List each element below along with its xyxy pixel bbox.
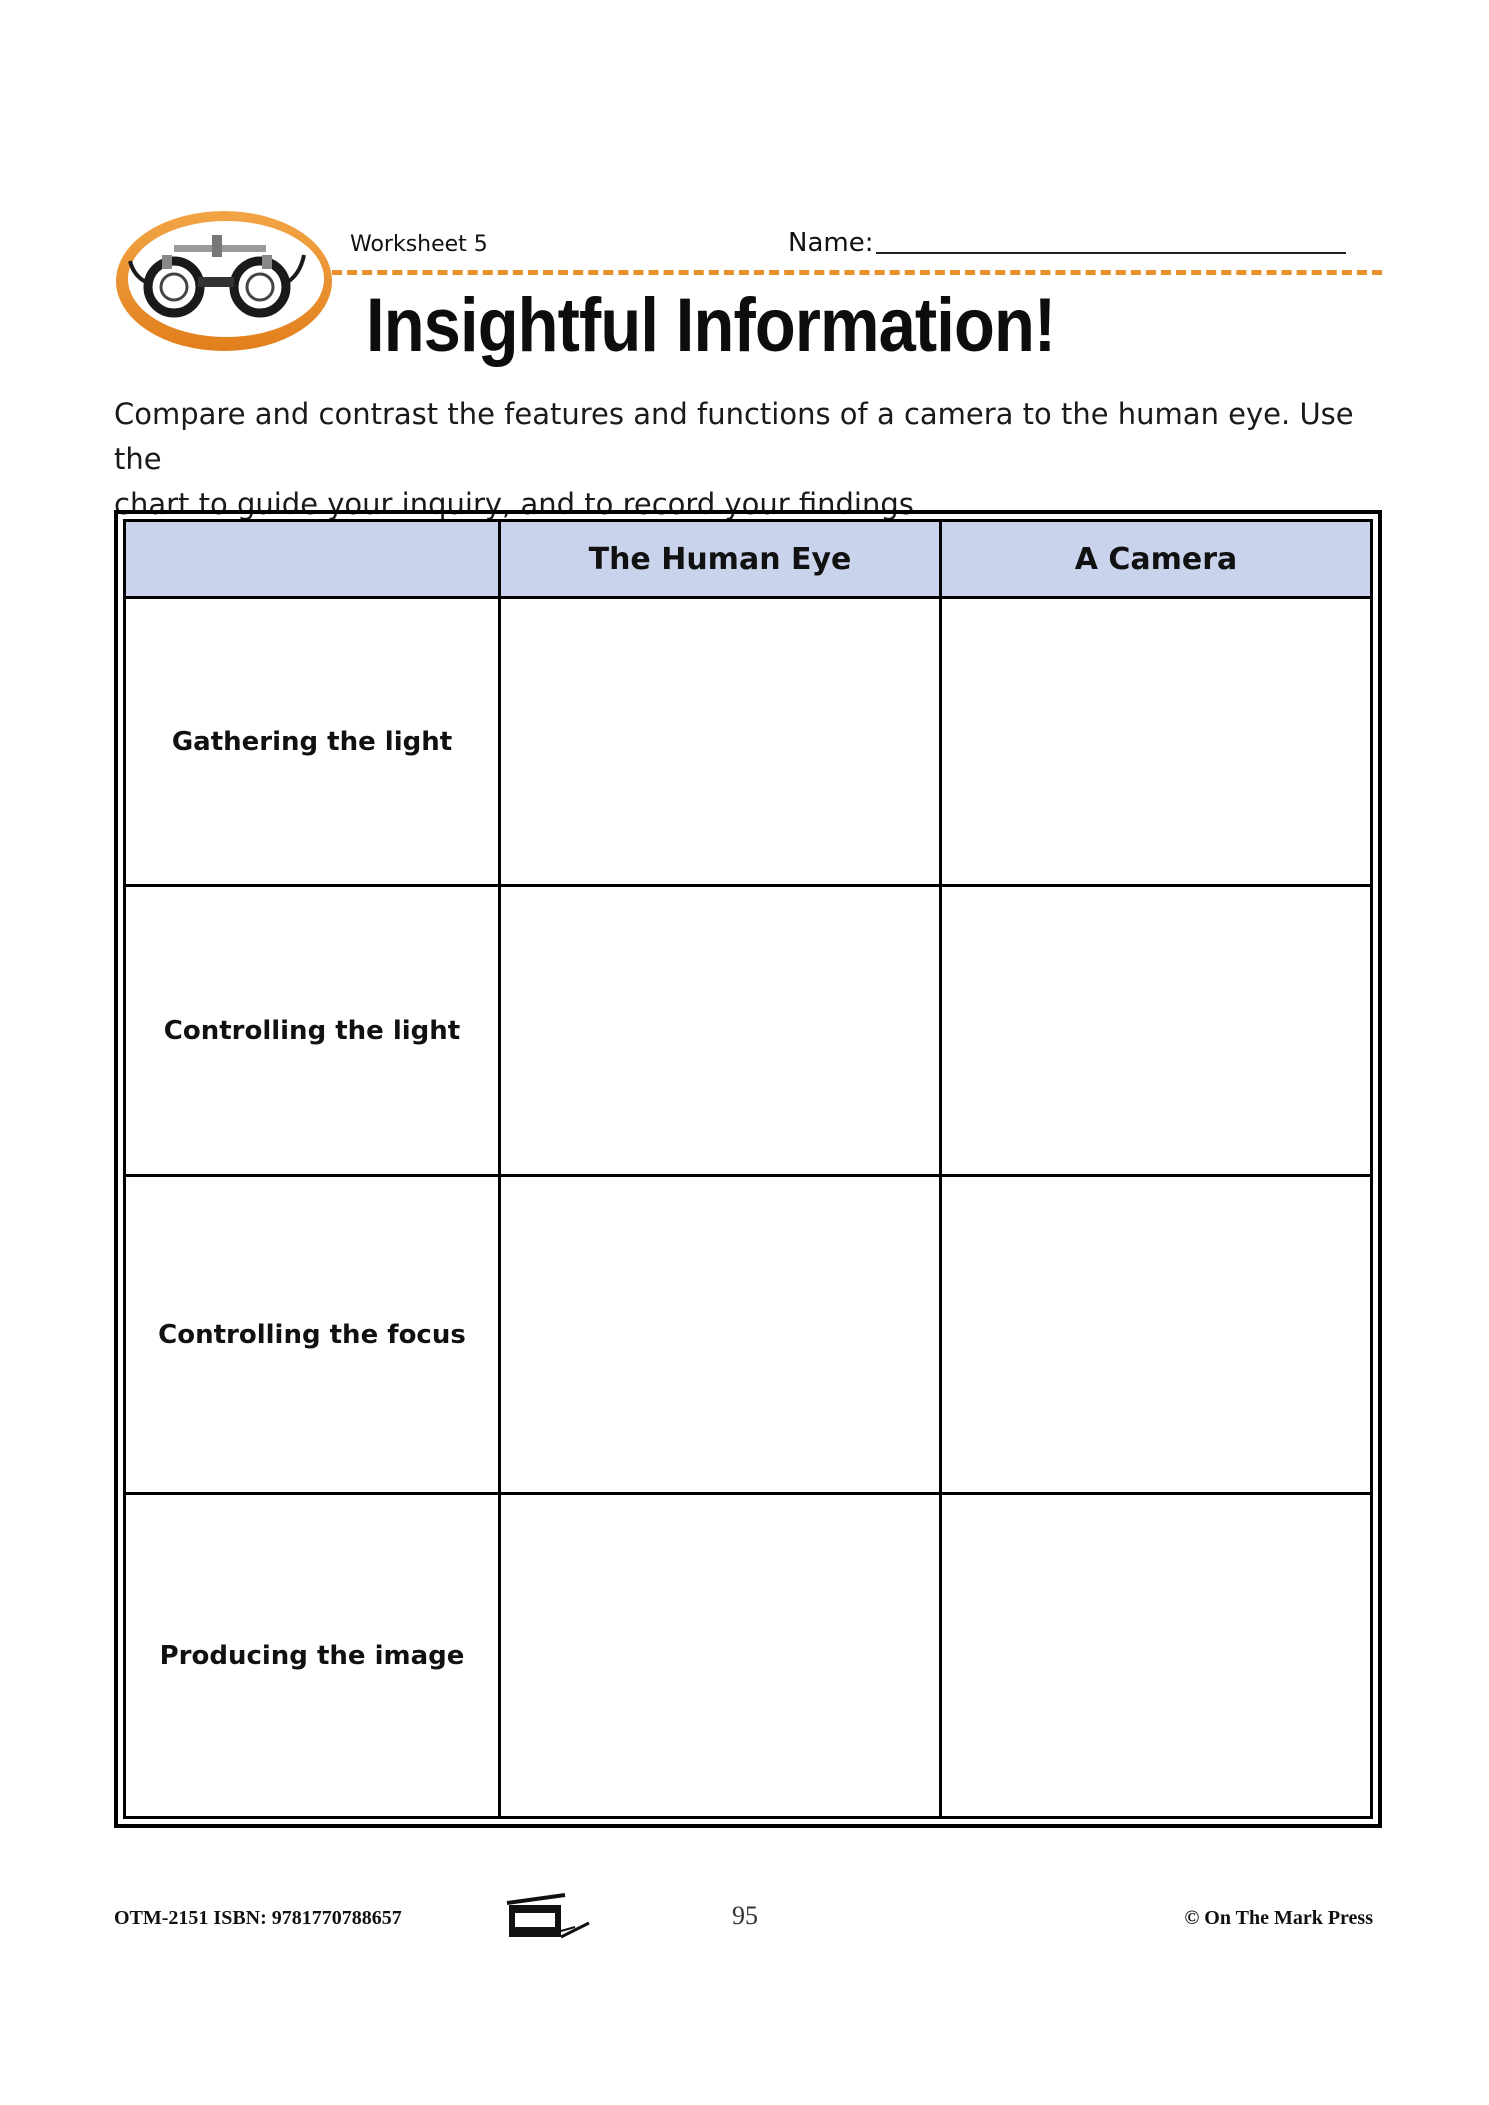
header-cell-blank [125, 521, 500, 598]
page-title: Insightful Information! [366, 283, 1056, 368]
publisher-logo-icon [505, 1893, 595, 1943]
comparison-table [123, 519, 1373, 1819]
table-row [125, 1494, 1372, 1818]
row-label-gathering-light: Gathering the light [125, 598, 500, 886]
answer-cell-human-eye[interactable] [500, 598, 941, 886]
worksheet-number-label: Worksheet 5 [350, 232, 488, 257]
answer-cell-camera[interactable] [941, 886, 1372, 1176]
name-label: Name: [788, 228, 874, 258]
instructions-line-1: Compare and contrast the features and functions of a camera to the human eye. Use the [114, 397, 1354, 476]
answer-cell-human-eye[interactable] [500, 1176, 941, 1494]
answer-cell-camera[interactable] [941, 1176, 1372, 1494]
comparison-chart [114, 510, 1382, 1828]
footer-copyright: © On The Mark Press [1184, 1907, 1373, 1929]
name-input-line[interactable] [876, 252, 1346, 254]
table-row [125, 1176, 1372, 1494]
row-label-controlling-focus: Controlling the focus [125, 1176, 500, 1494]
dashed-divider [332, 270, 1382, 275]
table-header-row [125, 521, 1372, 598]
instructions-paragraph [114, 392, 1394, 527]
eyeglasses-trial-frame-logo [112, 205, 336, 357]
footer-isbn: OTM-2151 ISBN: 9781770788657 [114, 1907, 402, 1929]
row-label-producing-image: Producing the image [125, 1494, 500, 1818]
header-cell-camera: A Camera [941, 521, 1372, 598]
answer-cell-human-eye[interactable] [500, 886, 941, 1176]
row-label-controlling-light: Controlling the light [125, 886, 500, 1176]
page-number: 95 [732, 1901, 758, 1930]
instructions-line-2: chart to guide your inquiry, and to record your findings. [114, 487, 924, 521]
answer-cell-human-eye[interactable] [500, 1494, 941, 1818]
answer-cell-camera[interactable] [941, 598, 1372, 886]
table-row [125, 598, 1372, 886]
header-cell-human-eye: The Human Eye [500, 521, 941, 598]
table-row [125, 886, 1372, 1176]
answer-cell-camera[interactable] [941, 1494, 1372, 1818]
